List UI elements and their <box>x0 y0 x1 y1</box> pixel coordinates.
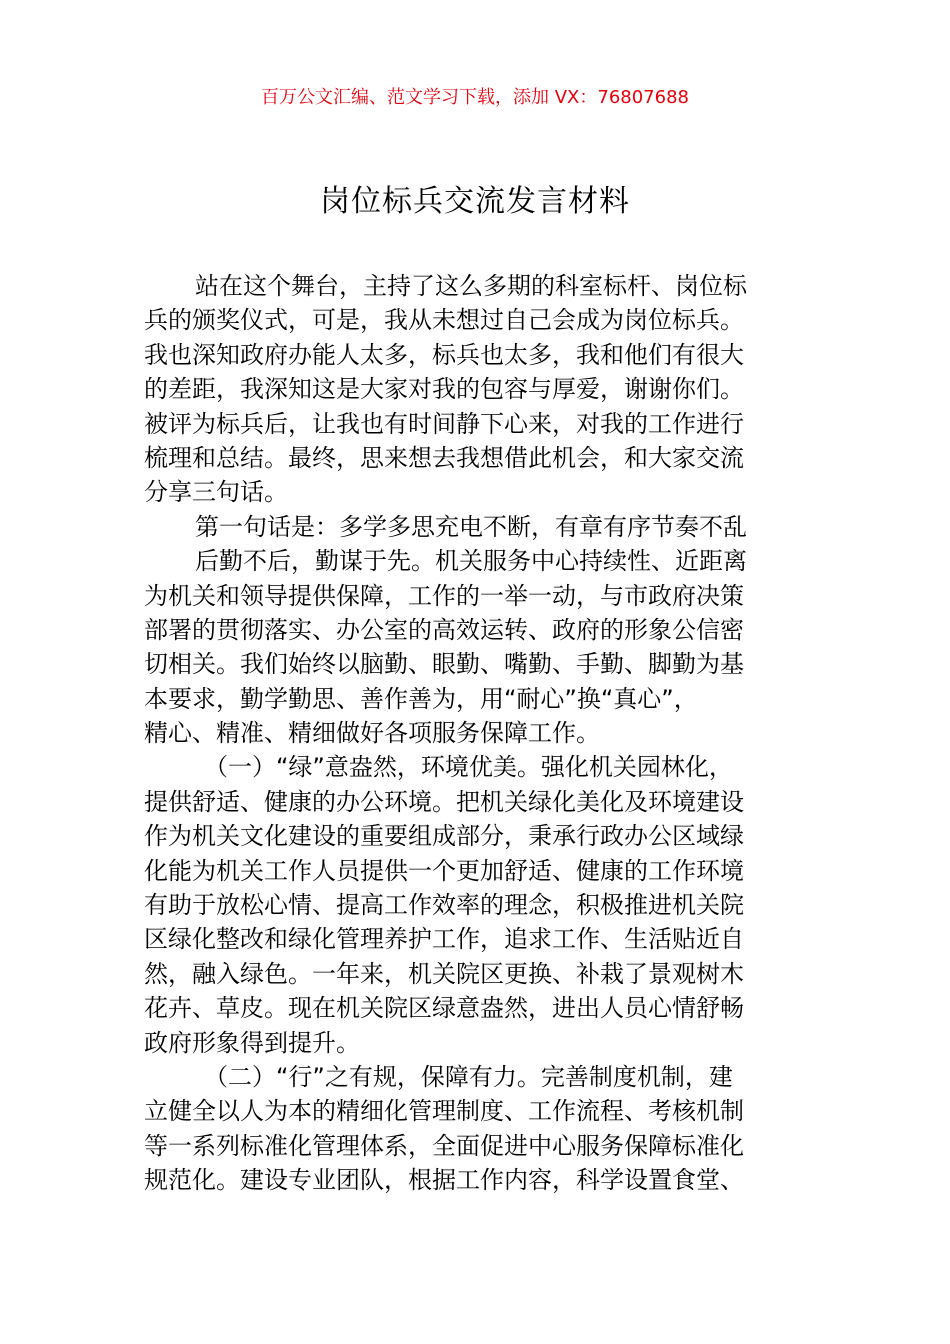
paragraph-line: 规范化。建设专业团队，根据工作内容，科学设置食堂、 <box>144 1166 744 1195</box>
paragraph-line: 切相关。我们始终以脑勤、眼勤、嘴勤、手勤、脚勤为基 <box>144 650 744 679</box>
paragraph-line: 政府形象得到提升。 <box>144 1028 360 1057</box>
paragraph-line: 分享三句话。 <box>144 478 288 507</box>
paragraph-line: 然，融入绿色。一年来，机关院区更换、补栽了景观树木 <box>144 959 744 988</box>
paragraph-line: 为机关和领导提供保障，工作的一举一动，与市政府决策 <box>144 581 744 610</box>
paragraph-line: 梳理和总结。最终，思来想去我想借此机会，和大家交流 <box>144 443 744 472</box>
paragraph-line: 精心、精准、精细做好各项服务保障工作。 <box>144 719 600 748</box>
page-title: 岗位标兵交流发言材料 <box>320 184 630 219</box>
paragraph-line: 区绿化整改和绿化管理养护工作，追求工作、生活贴近自 <box>144 925 744 954</box>
paragraph-line: 的差距，我深知这是大家对我的包容与厚爱，谢谢你们。 <box>144 375 744 404</box>
paragraph-line: 立健全以人为本的精细化管理制度、工作流程、考核机制 <box>144 1097 744 1126</box>
body-text <box>144 269 808 1198</box>
paragraph-line: 部署的贯彻落实、办公室的高效运转、政府的形象公信密 <box>144 615 744 644</box>
paragraph-line: 作为机关文化建设的重要组成部分，秉承行政办公区域绿 <box>144 822 744 851</box>
paragraph-line: 等一系列标准化管理体系，全面促进中心服务保障标准化 <box>144 1131 744 1160</box>
subsection-line: （二）“行”之有规，保障有力。完善制度机制，建 <box>204 1062 733 1091</box>
section-heading: 第一句话是：多学多思充电不断，有章有序节奏不乱 <box>195 512 747 541</box>
watermark-text: 百万公文汇编、范文学习下载，添加 VX：76807688 <box>261 87 689 108</box>
paragraph-line: 被评为标兵后，让我也有时间静下心来，对我的工作进行 <box>144 409 744 438</box>
paragraph-line: 兵的颁奖仪式，可是，我从未想过自己会成为岗位标兵。 <box>144 306 744 335</box>
paragraph-line: 提供舒适、健康的办公环境。把机关绿化美化及环境建设 <box>144 787 744 816</box>
paragraph-line: 我也深知政府办能人太多，标兵也太多，我和他们有很大 <box>144 340 744 369</box>
paragraph-line: 本要求，勤学勤思、善作善为，用“耐心”换“真心”， <box>144 684 698 713</box>
paragraph-line: 有助于放松心情、提高工作效率的理念，积极推进机关院 <box>144 891 744 920</box>
paragraph-line: 后勤不后，勤谋于先。机关服务中心持续性、近距离 <box>195 547 747 576</box>
paragraph-line: 花卉、草皮。现在机关院区绿意盎然，进出人员心情舒畅 <box>144 994 744 1023</box>
subsection-line: （一）“绿”意盎然，环境优美。强化机关园林化， <box>204 753 733 782</box>
paragraph-line: 站在这个舞台，主持了这么多期的科室标杆、岗位标 <box>195 272 747 300</box>
paragraph-line: 化能为机关工作人员提供一个更加舒适、健康的工作环境 <box>144 856 744 885</box>
